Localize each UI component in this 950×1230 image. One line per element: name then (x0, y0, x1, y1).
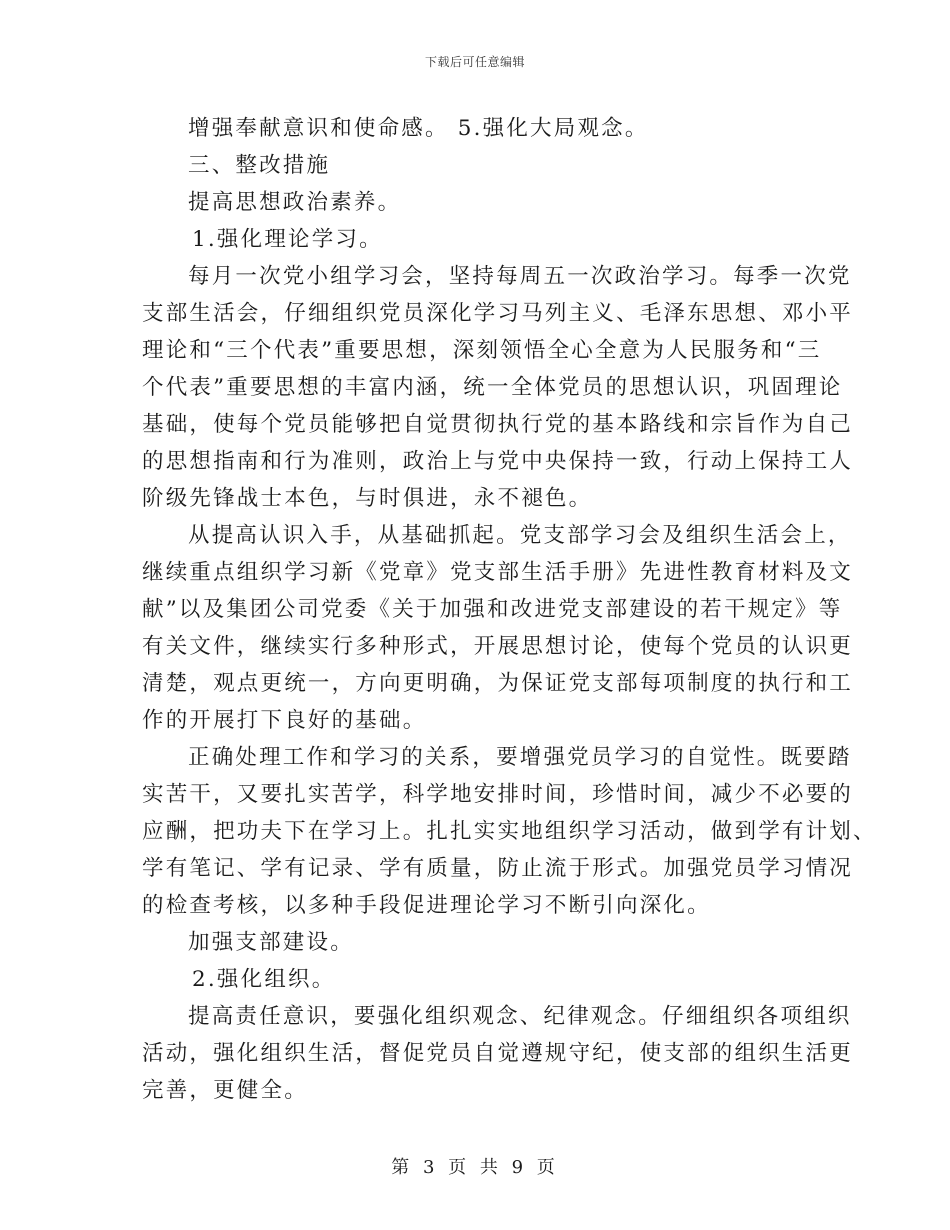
text-line: 个代表”重要思想的丰富内涵，统一全体党员的思想认识，巩固理论 (142, 375, 843, 400)
text-line: 阶级先锋战士本色，与时俱进，永不褪色。 (142, 486, 593, 511)
text-line: 正确处理工作和学习的关系，要增强党员学习的自觉性。既要踏 (188, 745, 852, 770)
text-line: 增强奉献意识和使命感。 5.强化大局观念。 (188, 116, 649, 141)
text-line: 从提高认识入手，从基础抓起。党支部学习会及组织生活会上， (188, 523, 852, 548)
text-line: 实苦干，又要扎实苦学，科学地安排时间，珍惜时间，减少不必要的 (142, 782, 854, 807)
text-line: 提高责任意识，要强化组织观念、纪律观念。仔细组织各项组织 (188, 1004, 852, 1029)
text-line: 的检查考核，以多种手段促进理论学习不断引向深化。 (142, 893, 711, 918)
text-line: 清楚，观点更统一，方向更明确，为保证党支部每项制度的执行和工 (142, 671, 854, 696)
page-header: 下载后可任意编辑 (424, 55, 525, 69)
document-body (142, 110, 877, 1109)
page-number: 第 3 页 共 9 页 (391, 1157, 559, 1178)
text-line: 应酬，把功夫下在学习上。扎扎实实地组织学习活动，做到学有计划、 (142, 819, 877, 844)
text-line: 有关文件，继续实行多种形式，开展思想讨论，使每个党员的认识更 (142, 634, 854, 659)
item-heading: 1.强化理论学习。 (192, 227, 383, 252)
text-line: 完善，更健全。 (142, 1078, 308, 1103)
text-line: 继续重点组织学习新《党章》党支部生活手册》先进性教育材料及文 (142, 560, 854, 585)
text-line: 作的开展打下良好的基础。 (142, 708, 427, 733)
text-line: 支部生活会，仔细组织党员深化学习马列主义、毛泽东思想、邓小平 (142, 301, 854, 326)
section-heading: 三、整改措施 (188, 153, 331, 178)
text-line: 基础，使每个党员能够把自觉贯彻执行党的基本路线和宗旨作为自己 (142, 412, 854, 437)
subsection-heading: 加强支部建设。 (188, 930, 354, 955)
text-line: 的思想指南和行为准则，政治上与党中央保持一致，行动上保持工人 (142, 449, 854, 474)
text-line: 献”以及集团公司党委《关于加强和改进党支部建设的若干规定》等 (142, 597, 843, 622)
text-line: 学有笔记、学有记录、学有质量，防止流于形式。加强党员学习情况 (142, 856, 854, 881)
text-line: 每月一次党小组学习会，坚持每周五一次政治学习。每季一次党 (188, 264, 852, 289)
text-line: 活动，强化组织生活，督促党员自觉遵规守纪，使支部的组织生活更 (142, 1041, 854, 1066)
text-line: 理论和“三个代表”重要思想，深刻领悟全心全意为人民服务和“三 (142, 338, 822, 363)
subsection-heading: 提高思想政治素养。 (188, 190, 402, 215)
item-heading: 2.强化组织。 (192, 967, 336, 992)
